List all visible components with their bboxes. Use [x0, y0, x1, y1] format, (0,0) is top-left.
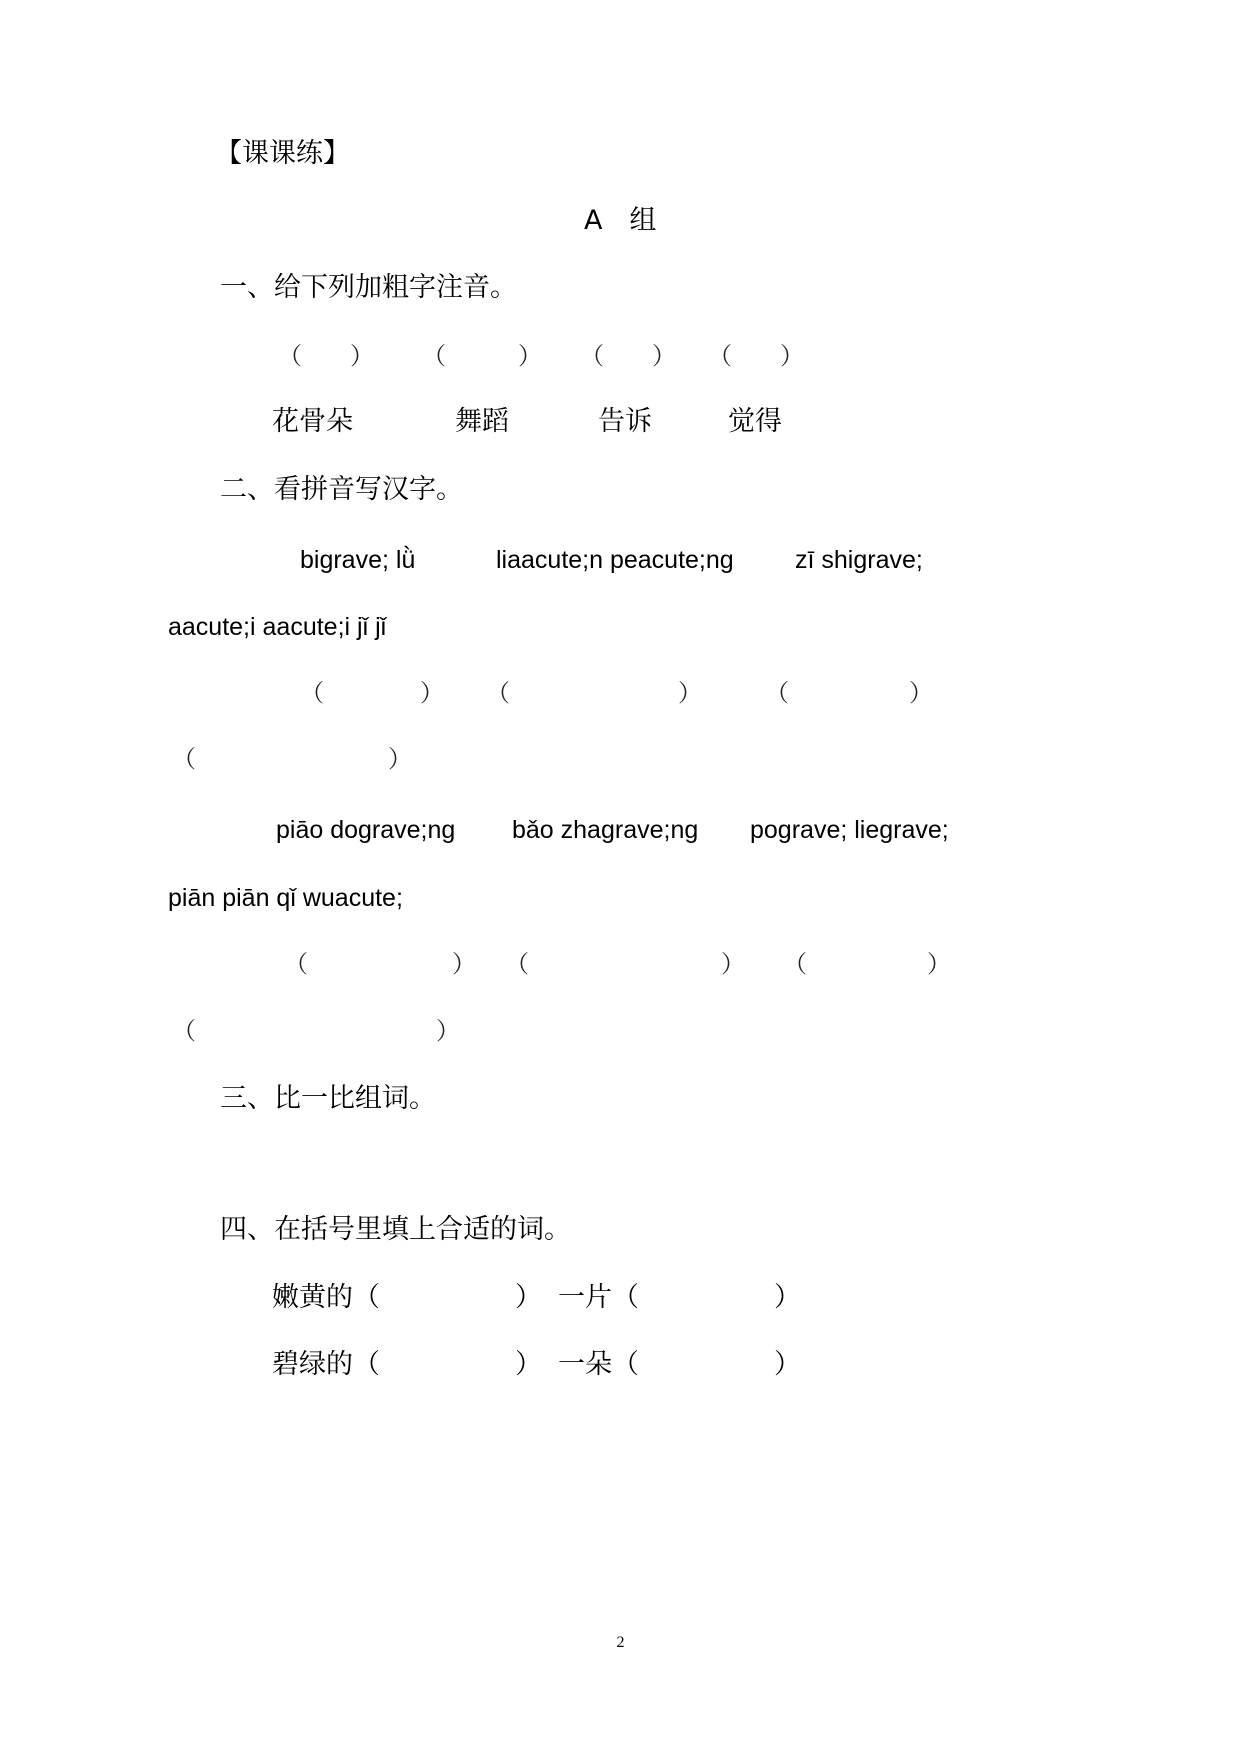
group-title: A 组	[584, 205, 657, 236]
answer-paren[interactable]: （ ）	[278, 342, 374, 370]
section3-title: 三、比一比组词。	[220, 1083, 436, 1114]
pinyin-text: liaacute;n peacute;ng	[496, 546, 734, 574]
fill-blank-item[interactable]: 一片（ ）	[558, 1282, 801, 1313]
section-label: 【课课练】	[215, 138, 350, 169]
page-number: 2	[616, 1634, 625, 1651]
section4-title: 四、在括号里填上合适的词。	[220, 1214, 571, 1245]
section1-title: 一、给下列加粗字注音。	[220, 272, 517, 303]
pinyin-text: zī shigrave;	[795, 546, 923, 574]
pinyin-text: bigrave; lǜ	[300, 546, 416, 574]
vocab-word: 觉得	[728, 406, 782, 437]
vocab-word: 告诉	[598, 406, 652, 437]
answer-paren[interactable]: （ ）	[708, 342, 804, 370]
answer-paren[interactable]: （ ）	[172, 745, 412, 773]
pinyin-text: piāo dograve;ng	[276, 816, 456, 844]
section2-title: 二、看拼音写汉字。	[220, 474, 463, 505]
pinyin-text: aacute;i aacute;i jǐ jǐ	[168, 613, 387, 641]
answer-paren[interactable]: （ ）	[505, 950, 745, 978]
answer-paren[interactable]: （ ）	[783, 950, 951, 978]
pinyin-text: pograve; liegrave;	[750, 816, 949, 844]
fill-blank-item[interactable]: 一朵（ ）	[558, 1349, 801, 1380]
answer-paren[interactable]: （ ）	[300, 679, 444, 707]
vocab-word: 舞蹈	[455, 406, 509, 437]
fill-blank-item[interactable]: 嫩黄的（ ）	[272, 1282, 542, 1313]
answer-paren[interactable]: （ ）	[580, 342, 676, 370]
answer-paren[interactable]: （ ）	[486, 679, 702, 707]
answer-paren[interactable]: （ ）	[765, 679, 933, 707]
pinyin-text: bǎo zhagrave;ng	[512, 816, 699, 844]
fill-blank-item[interactable]: 碧绿的（ ）	[272, 1349, 542, 1380]
answer-paren[interactable]: （ ）	[284, 950, 476, 978]
answer-paren[interactable]: （ ）	[172, 1017, 460, 1045]
vocab-word: 花骨朵	[272, 406, 353, 437]
pinyin-text: piān piān qǐ wuacute;	[168, 884, 403, 912]
answer-paren[interactable]: （ ）	[422, 342, 542, 370]
